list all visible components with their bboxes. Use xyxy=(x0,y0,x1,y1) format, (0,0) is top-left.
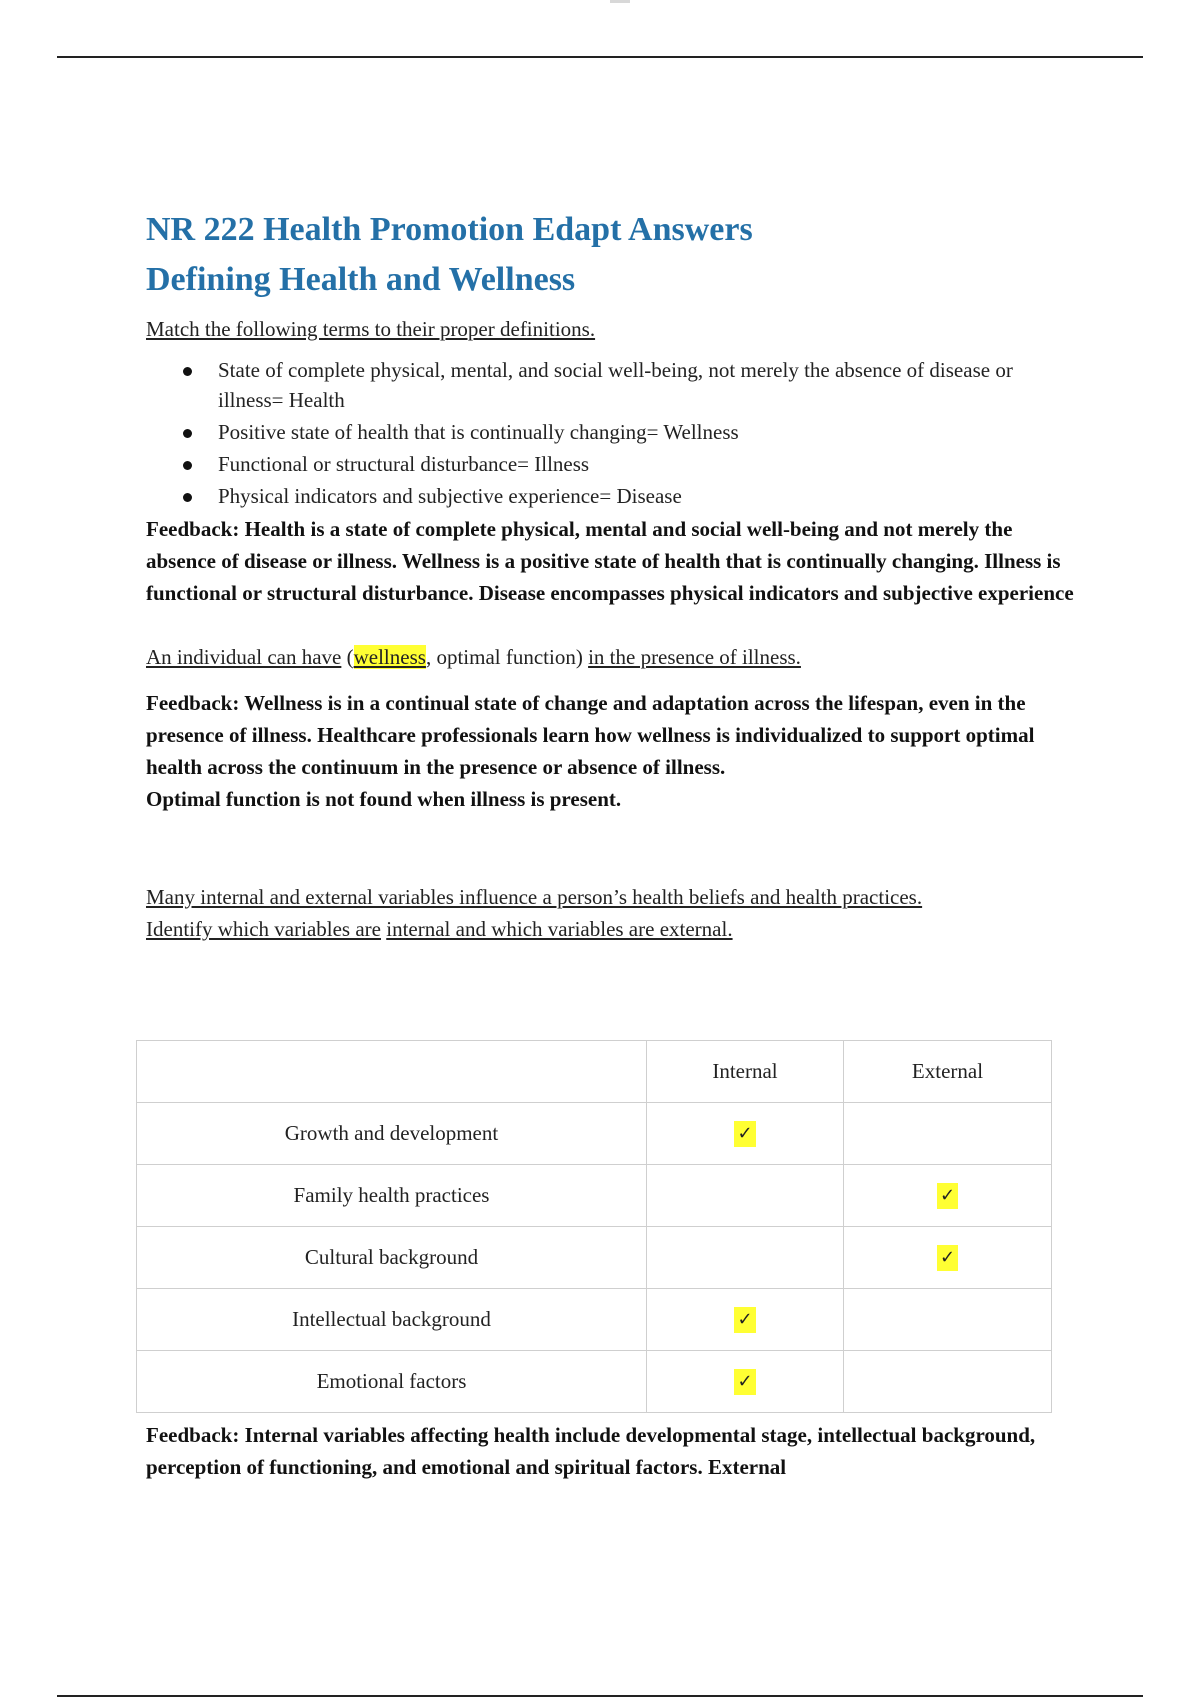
external-cell xyxy=(844,1351,1052,1413)
q1-feedback: Feedback: Health is a state of complete physical, mental and social well-being and not merely the absence of disease or illness. Wellness is a positive state of health that is continually changing. Illness is functional or structural disturbance. Disease encompasses physical indicators and subjective experience xyxy=(146,517,1074,605)
q3-instruction-part-a: Identify which variables are xyxy=(146,917,381,941)
q2-alternative: , optimal function) xyxy=(425,645,583,669)
check-mark-icon: ✓ xyxy=(937,1245,958,1271)
variables-table xyxy=(136,1040,1052,1413)
list-item: Physical indicators and subjective experience= Disease xyxy=(218,481,1076,511)
variable-label: Intellectual background xyxy=(137,1289,647,1351)
check-mark-icon: ✓ xyxy=(937,1183,958,1209)
external-cell xyxy=(844,1103,1052,1165)
check-mark-icon: ✓ xyxy=(734,1369,755,1395)
variable-label: Growth and development xyxy=(137,1103,647,1165)
list-item: State of complete physical, mental, and social well-being, not merely the absence of disease or illness= Health xyxy=(218,355,1076,415)
header-cell-external: External xyxy=(844,1041,1052,1103)
q2-feedback: Feedback: Wellness is in a continual state of change and adaptation across the lifespan, even in the presence of illness. Healthcare professionals learn how wellness is individualized to support optimal health across the continuum in the presence or absence of illness. xyxy=(146,691,1035,779)
document-body xyxy=(146,205,1076,945)
q1-term-list xyxy=(146,355,1076,511)
q3-instruction-line1: Many internal and external variables influence a person’s health beliefs and health practices. xyxy=(146,885,923,909)
q2-paren: ( xyxy=(341,645,354,669)
variable-label: Family health practices xyxy=(137,1165,647,1227)
internal-cell xyxy=(647,1351,844,1413)
check-mark-icon: ✓ xyxy=(734,1121,755,1147)
list-item: Positive state of health that is continually changing= Wellness xyxy=(218,417,1076,447)
internal-cell xyxy=(647,1165,844,1227)
q3-feedback: Feedback: Internal variables affecting health include developmental stage, intellectual background, perception of functioning, and emotional and spiritual factors. External xyxy=(146,1423,1036,1479)
table-row xyxy=(137,1227,1052,1289)
external-cell xyxy=(844,1227,1052,1289)
page-top-marker xyxy=(610,0,630,3)
table-header-row xyxy=(137,1041,1052,1103)
internal-cell xyxy=(647,1289,844,1351)
section-title: Defining Health and Wellness xyxy=(146,261,576,298)
header-cell-blank xyxy=(137,1041,647,1103)
external-cell xyxy=(844,1289,1052,1351)
q2-answer-highlight: wellness xyxy=(353,645,426,669)
table-row xyxy=(137,1103,1052,1165)
q3-instruction-line2 xyxy=(146,913,1076,945)
q1-instruction: Match the following terms to their proper definitions. xyxy=(146,317,596,341)
q2-feedback-note: Optimal function is not found when illness is present. xyxy=(146,787,622,811)
footer-rule xyxy=(57,1695,1143,1697)
document-title: NR 222 Health Promotion Edapt Answers xyxy=(146,211,753,248)
q2-statement xyxy=(146,641,1076,673)
check-mark-icon: ✓ xyxy=(734,1307,755,1333)
variable-label: Cultural background xyxy=(137,1227,647,1289)
table-row xyxy=(137,1165,1052,1227)
internal-cell xyxy=(647,1103,844,1165)
list-item: Functional or structural disturbance= Illness xyxy=(218,449,1076,479)
q2-suffix: in the presence of illness. xyxy=(588,645,801,669)
external-cell xyxy=(844,1165,1052,1227)
table-row xyxy=(137,1351,1052,1413)
q3-instruction-part-b: internal and which variables are external. xyxy=(386,917,733,941)
variable-label: Emotional factors xyxy=(137,1351,647,1413)
table-row xyxy=(137,1289,1052,1351)
header-cell-internal: Internal xyxy=(647,1041,844,1103)
internal-cell xyxy=(647,1227,844,1289)
q2-prefix: An individual can have xyxy=(146,645,342,669)
header-rule xyxy=(57,56,1143,58)
